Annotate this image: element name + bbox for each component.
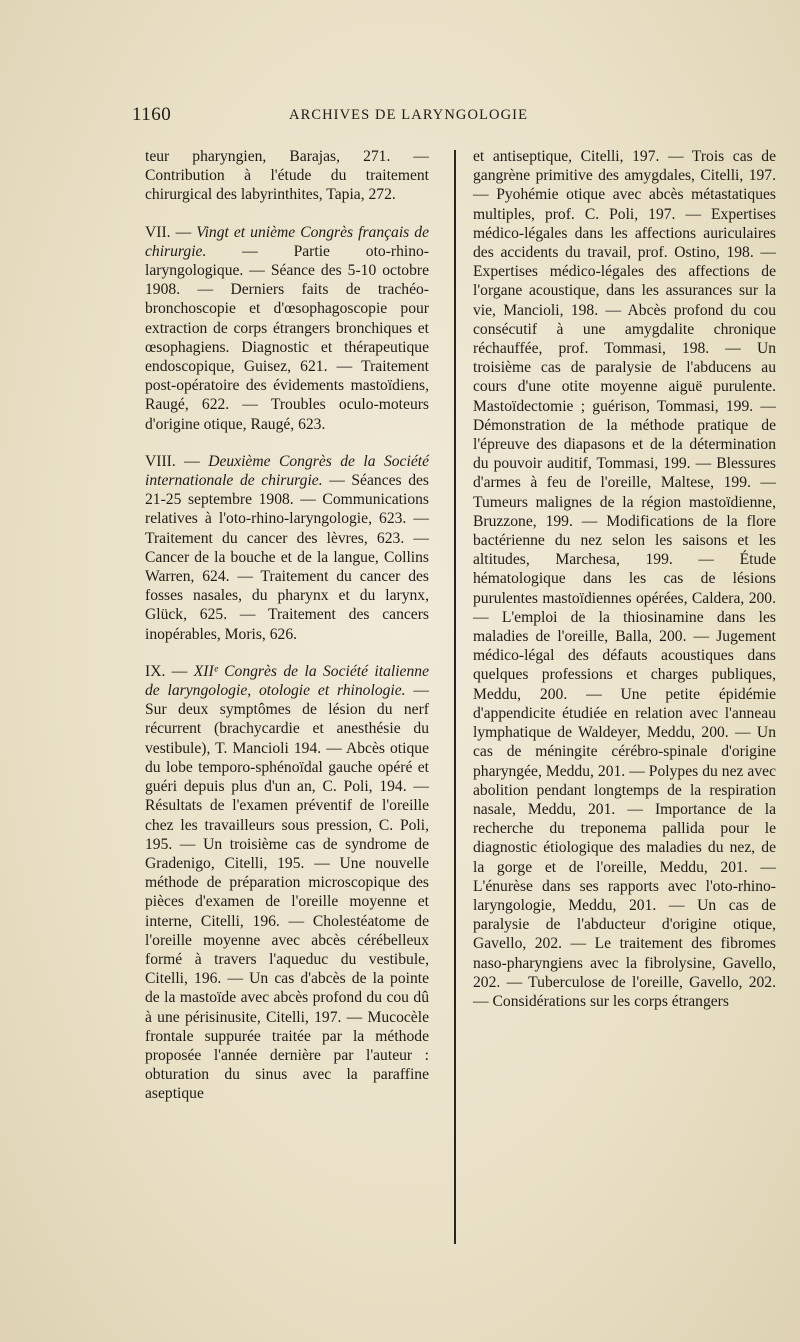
- column-divider: [454, 150, 456, 1244]
- congress-title: Vingt et unième Congrès français de chirurgie.: [145, 223, 429, 260]
- running-title: ARCHIVES DE LARYNGOLOGIE: [289, 107, 529, 123]
- paragraph: [145, 147, 429, 205]
- text-run: — Partie oto-rhino-laryngologique. — Séance des 5-10 octobre 1908. — Derniers faits de trachéo-bronchoscopie et d'œsophagoscopie pour extraction de corps étrangers bronchiques et œsophagiens. Diagnostic et thérapeutique endoscopique, Guisez, 621. — Traitement post-opératoire des évidements mastoïdiens, Raugé, 622. — Troubles oculo-moteurs d'origine otique, Raugé, 623.: [145, 242, 429, 433]
- text-run: — Séances des 21-25 septembre 1908. — Communications relatives à l'oto-rhino-laryngologie, 623. — Traitement du cancer des lèvres, 623. — Cancer de la bouche et de la langue, Collins Warren, 624. — Traitement du cancer des fosses nasales, du pharynx et du larynx, Glück, 625. — Traitement des cancers inopérables, Moris, 626.: [145, 472, 429, 643]
- congress-title: Deuxième Congrès de la Société internationale de chirurgie.: [145, 452, 429, 490]
- paragraph: [145, 223, 429, 434]
- text-run: — Sur deux symptômes de lésion du nerf récurrent (brachycardie et anesthésie du vestibule), T. Mancioli 194. — Abcès otique du lobe temporo-sphénoïdal gauche opéré et guéri depuis plus d'un an, C. Poli, 194. — Résultats de l'examen préventif de l'oreille chez les travailleurs sous pression, C. Poli, 195. — Un troisième cas de syndrome de Gradenigo, Citelli, 195. — Une nouvelle méthode de préparation microscopique des pièces d'examen de l'oreille moyenne et interne, Citelli, 196. — Cholestéatome de l'oreille moyenne avec abcès cérébelleux formé à travers l'aqueduc du vestibule, Citelli, 196. — Un cas d'abcès de la pointe de la mastoïde avec abcès profond du cou dû à une périsinusite, Citelli, 197. — Mucocèle frontale suppurée traitée par la méthode proposée l'année dernière par l'auteur : obturation du sinus avec la paraffine aseptique: [145, 682, 429, 1103]
- page-header: [0, 104, 800, 128]
- paragraph: [145, 662, 429, 1104]
- text-run: teur pharyngien, Barajas, 271. — Contribution à l'étude du traitement chirurgical des labyrinthites, Tapia, 272.: [145, 148, 429, 204]
- right-text-column: [473, 147, 776, 1011]
- page-number: 1160: [132, 104, 172, 125]
- paragraph: [145, 452, 429, 644]
- congress-title: XIIᵉ Congrès de la Société italienne de laryngologie, otologie et rhinologie.: [145, 662, 429, 700]
- text-run: et antiseptique, Citelli, 197. — Trois cas de gangrène primitive des amygdales, Citelli, 197. — Pyohémie otique avec abcès métastatiques multiples, prof. C. Poli, 197. — Expertises médico-légales dans les affections auriculaires des accidents du travail, prof. Ostino, 198. — Expertises médico-légales des affections de l'organe acoustique, dans les assurances sur la vie, Mancioli, 198. — Abcès profond du cou consécutif à une amygdalite chronique réchauffée, prof. Tommasi, 198. — Un troisième cas de paralysie de l'abducens au cours d'une otite moyenne aiguë purulente. Mastoïdectomie ; guérison, Tommasi, 199. — Démonstration de la méthode pratique de l'épreuve des diapasons et de la détermination du pouvoir auditif, Tommasi, 199. — Blessures d'armes à feu de l'oreille, Maltese, 199. — Tumeurs malignes de la région mastoïdienne, Bruzzone, 199. — Modifications de la flore bactérienne du nez selon les saisons et les altitudes, Marchesa, 199. — Étude hématologique dans les cas de lésions purulentes mastoïdiennes opérées, Caldera, 200. — L'emploi de la thiosinamine dans les maladies de l'oreille, Balla, 200. — Jugement médico-légal des défauts acoustiques dans quelques professions et charges publiques, Meddu, 200. — Une petite épidémie d'appendicite étudiée en relation avec l'anneau lymphatique de Waldeyer, Meddu, 200. — Un cas de méningite cérébro-spinale d'origine pharyngée, Meddu, 201. — Polypes du nez avec abolition pendant longtemps de la respiration nasale, Meddu, 201. — Importance de la recherche du treponema pallida pour le diagnostic étiologique des maladies du nez, de la gorge et de l'oreille, Meddu, 201. — L'énurèse dans ses rapports avec l'oto-rhino-laryngologie, Meddu, 201. — Un cas de paralysie de l'abducteur d'origine otique, Gavello, 202. — Le traitement des fibromes naso-pharyngiens avec la fibrolysine, Gavello, 202. — Tuberculose de l'oreille, Gavello, 202. — Considérations sur les corps étrangers: [473, 148, 776, 1010]
- text-run: VIII. —: [145, 452, 209, 470]
- text-run: VII. —: [145, 223, 197, 241]
- paragraph: [473, 147, 776, 1011]
- text-run: IX. —: [145, 662, 194, 680]
- left-text-column: [145, 147, 429, 1104]
